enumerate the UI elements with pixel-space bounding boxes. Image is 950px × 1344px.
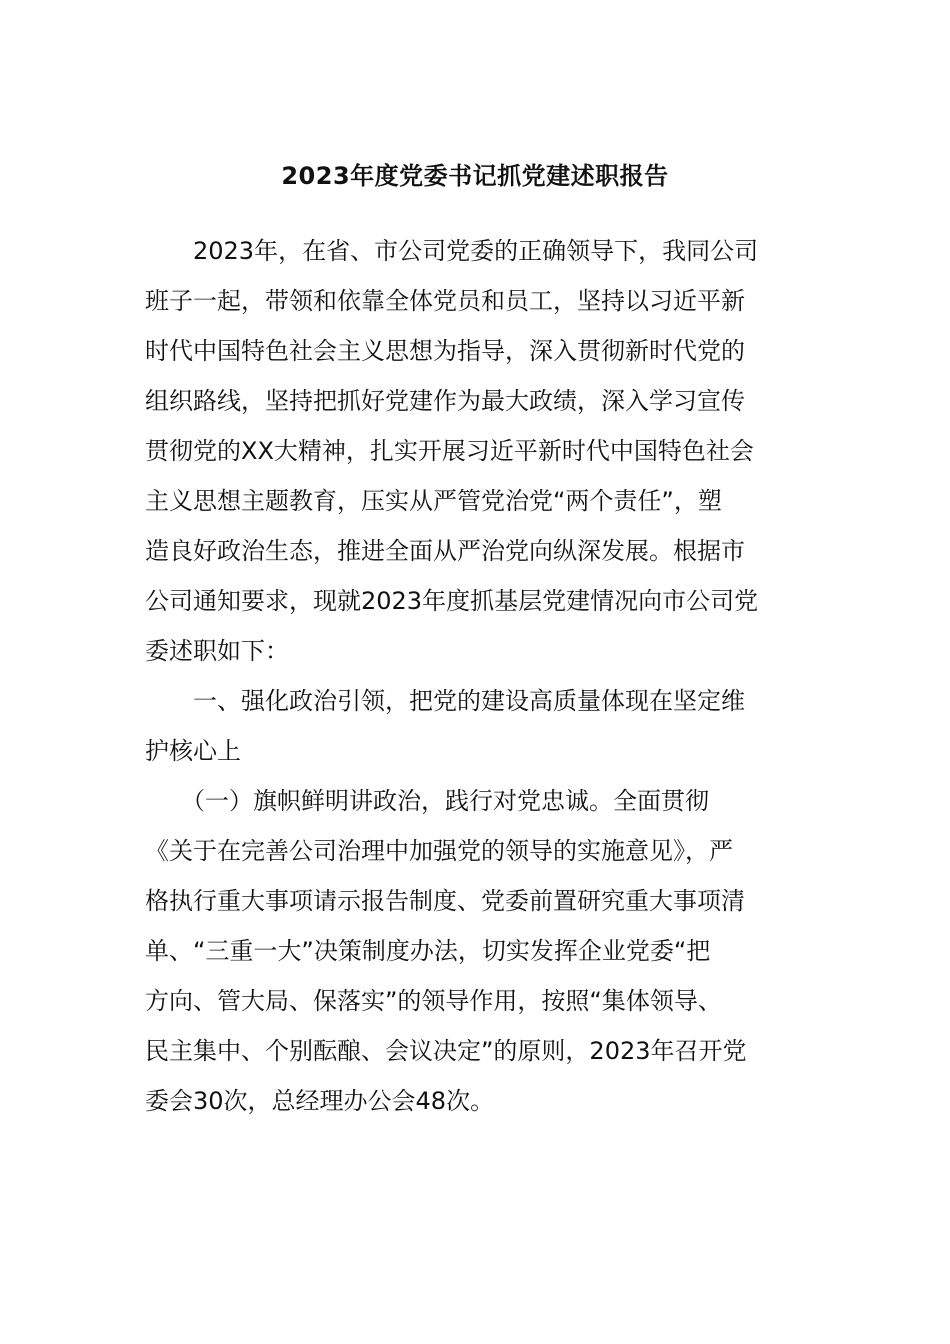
body-line: 单、“三重一大”决策制度办法，切实发挥企业党委“把	[145, 937, 711, 965]
body-line: 时代中国特色社会主义思想为指导，深入贯彻新时代党的	[145, 337, 745, 365]
document-title: 2023年度党委书记抓党建述职报告	[281, 162, 669, 190]
body-line: 造良好政治生态，推进全面从严治党向纵深发展。根据市	[145, 537, 745, 565]
section-heading-line: 一、强化政治引领，把党的建设高质量体现在坚定维	[145, 687, 745, 715]
body-line: 民主集中、个别酝酿、会议决定”的原则，2023年召开党	[145, 1037, 747, 1065]
section-heading-line: 护核心上	[145, 737, 241, 765]
body-line: 委述职如下：	[145, 637, 289, 665]
body-line: 组织路线，坚持把抓好党建作为最大政绩，深入学习宣传	[145, 387, 745, 415]
body-line: 《关于在完善公司治理中加强党的领导的实施意见》，严	[145, 837, 733, 865]
body-line: 2023年，在省、市公司党委的正确领导下，我同公司	[145, 237, 759, 265]
body-line: （一）旗帜鲜明讲政治，践行对党忠诚。全面贯彻	[145, 787, 709, 815]
body-line: 委会30次，总经理办公会48次。	[145, 1087, 495, 1115]
body-line: 贯彻党的XX大精神，扎实开展习近平新时代中国特色社会	[145, 437, 754, 465]
body-line: 班子一起，带领和依靠全体党员和员工，坚持以习近平新	[145, 287, 745, 315]
body-line: 公司通知要求，现就2023年度抓基层党建情况向市公司党	[145, 587, 759, 615]
body-line: 格执行重大事项请示报告制度、党委前置研究重大事项清	[145, 887, 745, 915]
body-line: 主义思想主题教育，压实从严管党治党“两个责任”，塑	[145, 487, 722, 515]
body-line: 方向、管大局、保落实”的领导作用，按照“集体领导、	[145, 987, 722, 1015]
